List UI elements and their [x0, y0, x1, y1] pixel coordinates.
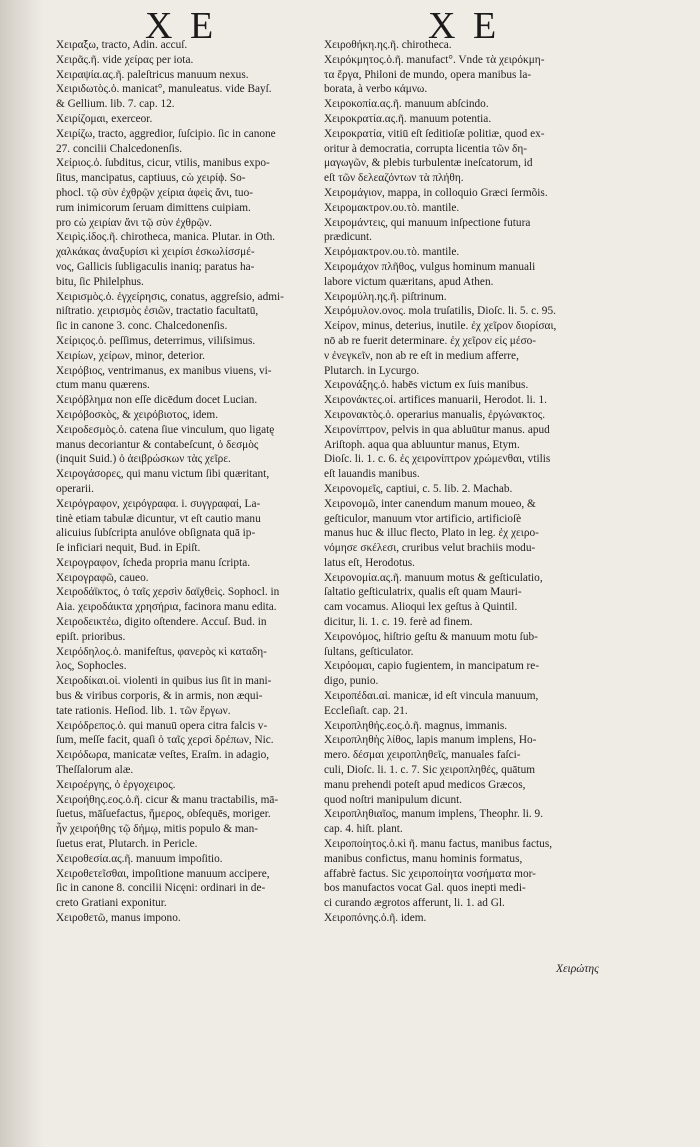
entry-line: Theſſalorum alæ. — [56, 764, 134, 777]
entry-line: Χειροδεσμὸς.ὁ. catena ſiue vinculum, quo ligatę — [56, 423, 275, 436]
entry-line: Χειρόδρεπος.ὁ. qui manuū opera citra falcis v- — [56, 719, 268, 732]
entry-line: ſitus, mancipatus, captiuus, ϲὼ χειρίϕ. So- — [56, 172, 246, 185]
entry-line: bos manufactos vocat Gal. quos inepti medi- — [324, 882, 526, 895]
entry-line: Χειρίζω, tracto, aggredior, ſuſcipio. ſic in canone — [56, 127, 276, 140]
entry-line: tate rationis. Heſiod. lib. 1. τῶν ἔργων. — [56, 704, 231, 717]
book-spine-shadow — [0, 0, 44, 1147]
entry-line: Eccleſiaſt. cap. 21. — [324, 704, 408, 717]
entry-line: Χειρομάχον πλῆθος, vulgus hominum manuali — [324, 260, 536, 273]
entry-line: Χειροπληθιαῖος, manum implens, Theophr. li. 9. — [324, 808, 544, 821]
entry-line: 27. concilii Chalcedonenſis. — [56, 142, 183, 155]
right-column — [324, 38, 594, 926]
entry-line: Χειροθετεῖσθαι, impoſitione manuum accipere, — [56, 867, 270, 880]
entry-line: Dioſc. li. 1. c. 6. ἐς χειρονίπτρον χρώμενθαι, vtilis — [324, 453, 551, 466]
entry-line: bitu, ſic Philelphus. — [56, 275, 144, 288]
entry-line: eſt lauandis manibus. — [324, 468, 420, 481]
entry-line: & Gellium. lib. 7. cap. 12. — [56, 98, 175, 111]
entry-line: labore victum quæritans, apud Athen. — [324, 275, 494, 288]
entry-line: Χειρόδωρα, manicatæ veſtes, Eraſm. in adagio, — [56, 749, 270, 762]
entry-line: borata, à verbo κάμνω. — [324, 83, 428, 96]
entry-line: Χειροθετῶ, manus impono. — [56, 912, 181, 925]
entry-line: manibus confictus, manu hominis formatus, — [324, 852, 523, 865]
entry-line: Χειροδάϊκτος, ὁ ταῖς χερσὶν δαϊχθεὶς. Sophocl. in — [56, 586, 280, 599]
entry-line: Χειρίων, χείρων, minor, deterior. — [56, 349, 205, 362]
entry-line: bus & viribus corporis, & in armis, non æqui- — [56, 690, 263, 703]
entry-line: quod noſtri manipulum dicunt. — [324, 793, 463, 806]
entry-line: νος, Gallicis ſubligaculis inaniq; paratus ha- — [56, 260, 255, 273]
entry-line: Χειριδωτὸς.ὁ. manicat°, manuleatus. vide Bayſ. — [56, 83, 272, 96]
entry-line: Χειρόβιος, ventrimanus, ex manibus viuens, vi- — [56, 364, 272, 377]
entry-line: ſaltatio geſticulatrix, qualis eſt quam Mauri- — [324, 586, 522, 599]
entry-line: Χειροπληθής.εος.ὁ.ῆ. magnus, immanis. — [324, 719, 508, 732]
entry-line: Χειρομάντεις, qui manuum inſpectione futura — [324, 216, 531, 229]
entry-line: Χειρομάγιον, mappa, in colloquio Græci ſermõis. — [324, 186, 548, 199]
entry-line: pro ϲὼ χειρίαν ἄνι τῷ σὺν ἐχθρῷν. — [56, 216, 212, 229]
entry-line: ſultans, geſticulator. — [324, 645, 414, 658]
entry-line: geſticulor, manuum vtor artificio, artificioſè — [324, 512, 522, 525]
entry-line: Χειροποίητος.ὁ.κὶ ῆ. manu factus, manibus factus, — [324, 838, 553, 851]
entry-line: Χειρόμυλον.ονος. mola truſatilis, Dioſc. li. 5. c. 95. — [324, 305, 556, 318]
entry-line: Χειρογραφον, ſcheda propria manu ſcripta. — [56, 556, 251, 569]
entry-line: Χειρισμὸς.ὁ. ἐγχείρησις, conatus, aggreſsio, admi- — [56, 290, 284, 303]
entry-line: Χειρογραφῶ, caueo. — [56, 571, 149, 584]
entry-line: Χειρονάξης.ὁ. habēs victum ex ſuis manibus. — [324, 379, 529, 392]
entry-line: Χειρὶς.ίδος.ῆ. chirotheca, manica. Plutar. in Oth. — [56, 231, 276, 244]
entry-line: mero. δέσμαι χειροπληθεῖς, manuales faſci- — [324, 749, 521, 762]
entry-line: affabrè factus. Sic χειροποίητα νοσήματα mor- — [324, 867, 536, 880]
entry-line: λος, Sophocles. — [56, 660, 127, 673]
entry-line: Χειρονάκτες.οἱ. artifices manuarii, Herodot. li. 1. — [324, 394, 547, 407]
entry-line: Χειρόμακτρον.ου.τὸ. mantile. — [324, 246, 460, 259]
entry-line: Χειρονομεῖς, captiui, c. 5. lib. 2. Machab. — [324, 482, 513, 495]
entry-line: Χειρογάσορες, qui manu victum ſibi quæritant, — [56, 468, 270, 481]
entry-line: ν ἐνεγκεῖν, non ab re eſt in medium afferre, — [324, 349, 519, 362]
entry-line: ctum manu quærens. — [56, 379, 150, 392]
entry-line: cam vocamus. Alioqui lex geſtus à Quintil. — [324, 601, 518, 614]
entry-line: creto Gratiani exponitur. — [56, 897, 167, 910]
entry-line: (inquit Suid.) ὁ ἀειβρώσκων τὰς χεῖρε. — [56, 453, 231, 466]
entry-line: epiſt. prioribus. — [56, 630, 126, 643]
entry-line: eſt τῶν δελεαζόντων τὰ πλήθη. — [324, 172, 464, 185]
entry-line: χαλκάκας ἀναξυρίσι κὶ χειρίσι ἐσκωλίσσμέ- — [56, 246, 255, 259]
entry-line: μαγωγῶν, & plebis turbulentæ ineſcatorum, id — [324, 157, 533, 170]
entry-line: Χείριος.ὁ. ſubditus, cicur, vtilis, manibus expo- — [56, 157, 270, 170]
entry-line: culi, Dioſc. li. 1. c. 7. Sic χειροπληθές, quātum — [324, 764, 536, 777]
entry-line: niſtratio. χειρισμὸς ἐσιῶν, tractatio facultatū, — [56, 305, 259, 318]
entry-line: Χειροθεσία.ας.ῆ. manuum impoſitio. — [56, 852, 223, 865]
entry-line: oritur à democratia, corrupta licentia τῶν δη- — [324, 142, 528, 155]
entry-line: ci curando ægrotos afferunt, li. 1. ad Gl. — [324, 897, 505, 910]
entry-line: Χειρονίπτρον, pelvis in qua abluūtur manus. apud — [324, 423, 550, 436]
entry-line: Χειροκρατία.ας.ῆ. manuum potentia. — [324, 112, 492, 125]
running-head-right: X E — [428, 5, 501, 47]
entry-line: Χείριςος.ὁ. peſſimus, deterrimus, viliſsimus. — [56, 334, 256, 347]
entry-line: ſuetus, māſuefactus, ἥμερος, obſequēs, moriger. — [56, 808, 271, 821]
entry-line: νόμησε σκέλεσι, cruribus velut brachiis modu- — [324, 542, 536, 555]
entry-line: Χειρόδηλος.ὁ. manifeſtus, φανερὸς κὶ καταδη- — [56, 645, 267, 658]
entry-line: Χειρόκμητος.ὁ.ῆ. manufact°. Vnde τὰ χειρόκμη- — [324, 53, 545, 66]
entry-line: ſe inficiari nequit, Bud. in Epiſt. — [56, 542, 201, 555]
entry-line: manu prehendi poteſt apud medicos Græcos, — [324, 778, 526, 791]
entry-line: Χειροπέδαι.αἱ. manicæ, id eſt vincula manuum, — [324, 690, 539, 703]
entry-line: Χειροκρατία, vitiū eſt ſeditioſæ politiæ, quod ex- — [324, 127, 545, 140]
left-column — [56, 38, 318, 926]
entry-line: Χειρα̃ξω, tracto, Adin. accuſ. — [56, 39, 188, 51]
entry-line: Χειροπληθὴς λίθος, lapis manum implens, Ho- — [324, 734, 537, 747]
entry-line: Χειροθήκη.ης.ῆ. chirotheca. — [324, 39, 452, 51]
entry-line: cap. 4. hiſt. plant. — [324, 823, 403, 836]
entry-line: Χειροέργης, ὁ ἐργοχειρος. — [56, 778, 176, 791]
entry-line: ἦν χειροήθης τῷ δήμῳ, mitis populo & man- — [56, 823, 259, 836]
running-head-left: X E — [145, 5, 218, 47]
entry-line: manus decoriantur & contabeſcunt, ὁ δεσμὸς — [56, 438, 259, 451]
entry-line: Χειροδεικτέω, digito oſtendere. Accuſ. Bud. in — [56, 616, 267, 629]
entry-line: Χειρᾶς.ῆ. vide χείρας per iota. — [56, 53, 194, 66]
entry-line: latus eſt, Herodotus. — [324, 556, 415, 569]
entry-line: phocl. τῷ σὺν ἐχθρῷν χείρια ἀφεὶς ἄνι, tuo- — [56, 186, 253, 199]
entry-line: Χειρόβοσκὸς, & χειρόβιοτος, idem. — [56, 408, 219, 421]
entry-line: alicuius ſubſcripta anulóve obſignata quā ip- — [56, 527, 256, 540]
entry-line: Χειρόομαι, capio fugientem, in mancipatum re- — [324, 660, 540, 673]
entry-line: Χειρονακτὸς.ὁ. operarius manualis, ἐργώνακτος. — [324, 408, 546, 421]
entry-line: nō ab re fuerit determinare. ἐχ χεῖρον εἰς μέσο- — [324, 334, 537, 347]
entry-line: Χειρόγραφον, χειρόγραφα. i. συγγραφαί, La- — [56, 497, 261, 510]
entry-line: Χειρονομῶ, inter canendum manum moueo, & — [324, 497, 536, 510]
entry-line: ſum, meſſe facit, quaſi ὁ ταῖς χερσὶ δρέπων, Nic. — [56, 734, 274, 747]
entry-line: prædicunt. — [324, 231, 373, 244]
entry-line: ſic in canone 3. conc. Chalcedonenſis. — [56, 320, 228, 333]
entry-line: operarii. — [56, 482, 94, 495]
entry-line: Χειρομακτρον.ου.τὸ. mantile. — [324, 201, 460, 214]
entry-line: Χειρίζομαι, exerceor. — [56, 112, 153, 125]
entry-line: Χειρονομία.ας.ῆ. manuum motus & geſticulatio, — [324, 571, 543, 584]
entry-line: Ariſtoph. aqua qua abluuntur manus, Etym. — [324, 438, 520, 451]
entry-line: Χειρονόμος, hiſtrio geſtu & manuum motu ſub- — [324, 630, 538, 643]
entry-line: Aia. χειροδάικτα χρησήρια, facinora manu edita. — [56, 601, 277, 614]
entry-line: τα ἔργα, Philoni de mundo, opera manibus la- — [324, 68, 532, 81]
catchword: Χειρώτης — [556, 963, 599, 975]
entry-line: Χειρομύλη.ης.ῆ. piſtrinum. — [324, 290, 447, 303]
entry-line: ſuetus erat, Plutarch. in Pericle. — [56, 838, 198, 851]
entry-line: Χειροκοπία.ας.ῆ. manuum abſcindo. — [324, 98, 489, 111]
entry-line: Χείρον, minus, deterius, inutile. ἐχ χεῖρον διορίσαι, — [324, 320, 557, 333]
entry-line: Plutarch. in Lycurgo. — [324, 364, 420, 377]
entry-line: manus huc & illuc flecto, Plato in leg. ἐχ χειρο- — [324, 527, 539, 540]
entry-line: dicitur, li. 1. c. 19. ferè ad finem. — [324, 616, 473, 629]
entry-line: Χειροήθης.εος.ὁ.ῆ. cicur & manu tractabilis, mā- — [56, 793, 279, 806]
entry-line: Χειραψία.ας.ῆ. paleſtricus manuum nexus. — [56, 68, 249, 81]
entry-line: rum inimicorum ſeruam dimittens cuipiam. — [56, 201, 251, 214]
entry-line: Χειροδίκαι.οἱ. violenti in quibus ius ſit in mani- — [56, 675, 272, 688]
entry-line: ſic in canone 8. concilii Nicęni: ordinari in de- — [56, 882, 266, 895]
entry-line: Χειρόβλημα non eſſe dicēdum docet Lucian. — [56, 394, 258, 407]
entry-line: tinè etiam tabulæ dicuntur, vt eſt cautio manu — [56, 512, 261, 525]
entry-line: Χειροπόνης.ὁ.ῆ. idem. — [324, 912, 427, 925]
entry-line: digo, punio. — [324, 675, 379, 688]
